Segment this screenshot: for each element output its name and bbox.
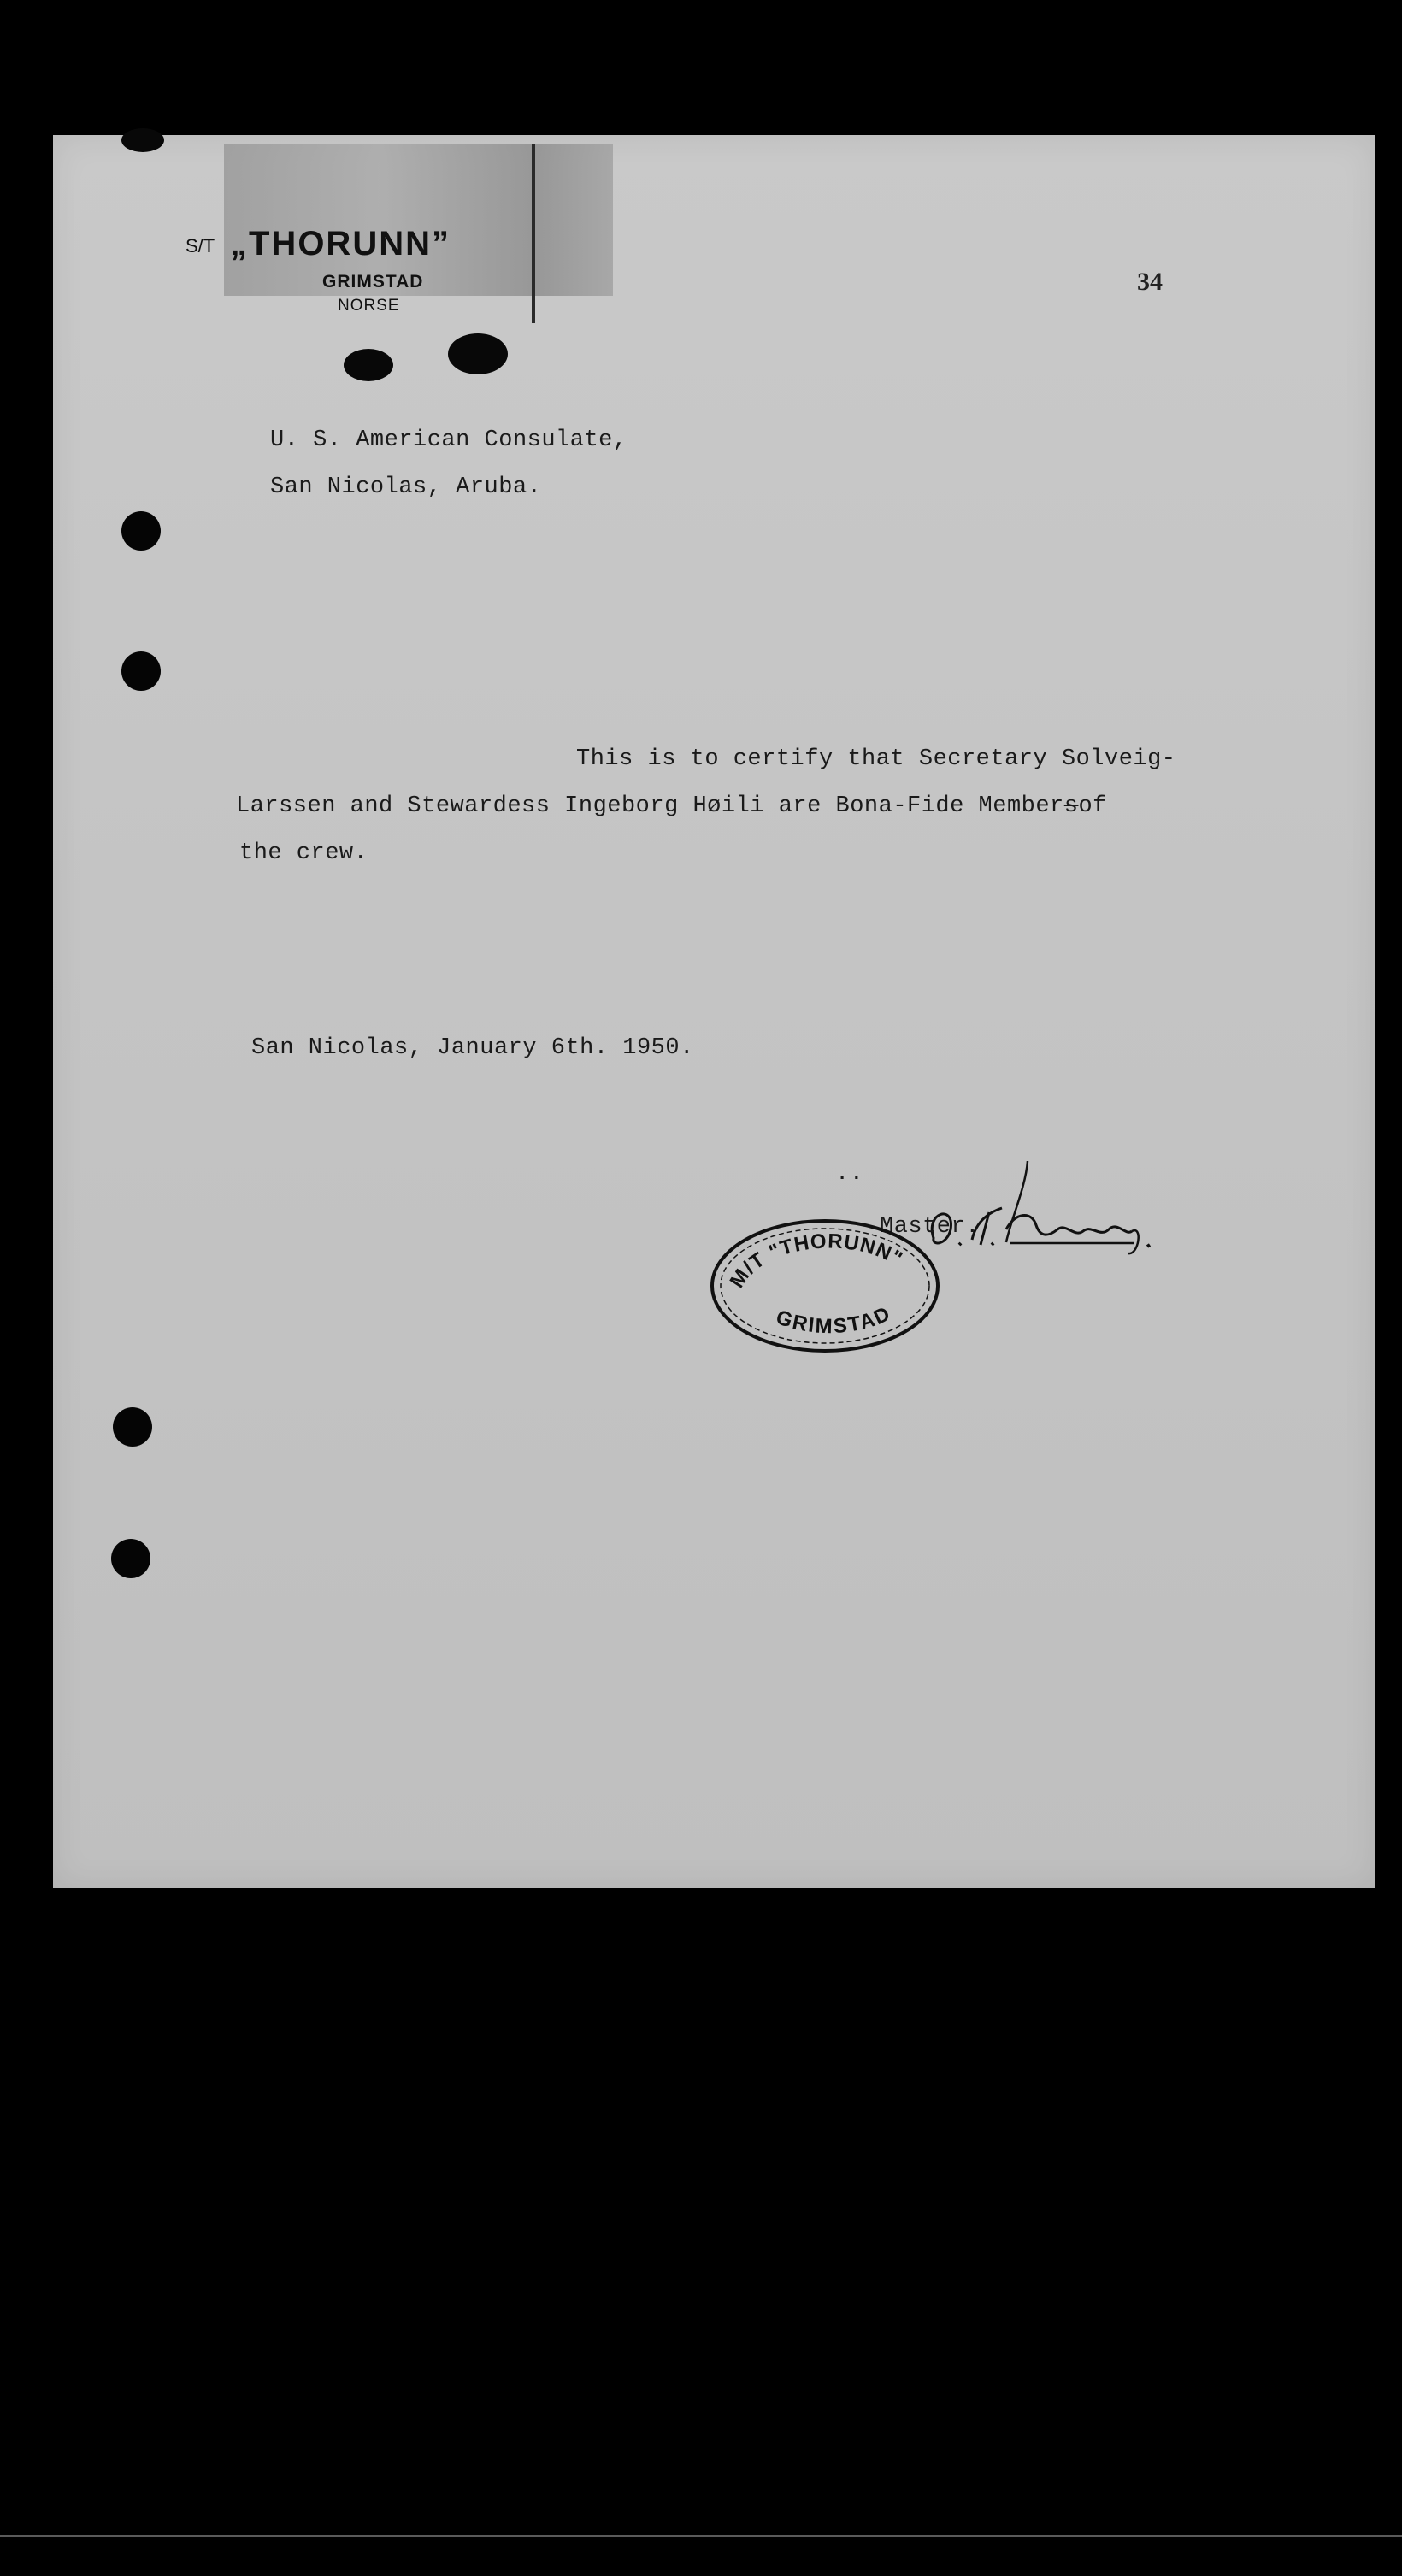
punch-hole-2 (121, 651, 161, 691)
letterhead-ship-name: „THORUNN” (230, 225, 451, 262)
stamp-bottom-text (773, 1301, 895, 1338)
letterhead-country: NORSE (338, 297, 400, 315)
body-line-2-text: Larssen and Stewardess Ingeborg Høili are Bona-Fide Member (236, 793, 1064, 819)
stamp-bottom-text-span: GRIMSTAD (773, 1301, 895, 1339)
body-line-2-overtype: s (1063, 793, 1079, 819)
stamp-top-text-span: M/T "THORUNN" (725, 1229, 907, 1293)
addressee-line-2: San Nicolas, Aruba. (270, 475, 542, 500)
staple-hole-left (344, 349, 393, 381)
dateline: San Nicolas, January 6th. 1950. (251, 1035, 694, 1061)
body-line-1: This is to certify that Secretary Solveig- (576, 746, 1176, 772)
stamp-top-text (726, 1229, 907, 1292)
punch-hole-1 (121, 511, 161, 551)
signature-title: Master. (880, 1214, 980, 1240)
letterhead-city: GRIMSTAD (322, 272, 424, 292)
punch-hole-4 (111, 1539, 150, 1578)
document-page (53, 135, 1375, 1888)
ship-stamp (710, 1217, 940, 1355)
punch-hole-3 (113, 1407, 152, 1447)
letterhead (186, 225, 579, 327)
page-number: 34 (1137, 268, 1163, 296)
signature-dots: .. (835, 1161, 864, 1187)
body-line-2-end: of (1078, 793, 1107, 819)
body-line-3: the crew. (239, 840, 368, 866)
addressee-line-1: U. S. American Consulate, (270, 427, 627, 453)
scan-edge-line (0, 2535, 1402, 2537)
body-line-2 (236, 793, 1107, 819)
edge-tear (121, 128, 164, 152)
staple-hole-right (448, 333, 508, 374)
letterhead-prefix: S/T (186, 235, 215, 256)
